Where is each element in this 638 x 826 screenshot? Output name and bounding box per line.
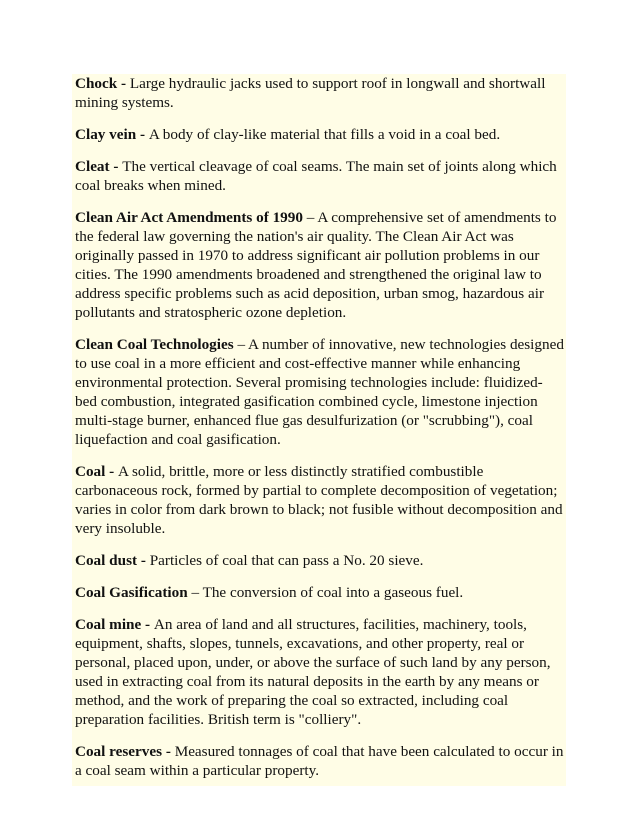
term-separator: - <box>136 126 149 143</box>
glossary-term: Coal mine <box>75 616 142 633</box>
glossary-term: Clean Air Act Amendments of 1990 <box>75 209 303 226</box>
glossary-definition: A solid, brittle, more or less distinctly stratified combustible carbonaceous rock, formed by partial to complete decomposition of vegetation; varies in color from dark brown to black; not fusible without decomposition and very insoluble. <box>75 463 563 537</box>
glossary-entry-clean-air-act <box>72 208 566 322</box>
term-separator: - <box>137 552 150 569</box>
glossary-definition: A body of clay-like material that fills a void in a coal bed. <box>148 126 501 143</box>
glossary-definition: Measured tonnages of coal that have been calculated to occur in a coal seam within a particular property. <box>75 743 564 779</box>
term-separator: - <box>109 158 123 175</box>
glossary-definition: Particles of coal that can pass a No. 20 sieve. <box>149 552 424 569</box>
glossary-entry-coal-mine <box>72 615 566 729</box>
glossary-entry-cleat <box>72 157 566 195</box>
glossary-entry-coal-gasification <box>72 583 566 602</box>
glossary-term: Clean Coal Technologies <box>75 336 234 353</box>
glossary-entry-chock <box>72 74 566 112</box>
glossary-term: Chock <box>75 75 118 92</box>
glossary-definition: The vertical cleavage of coal seams. The main set of joints along which coal breaks when mined. <box>75 158 557 194</box>
glossary-definition: Large hydraulic jacks used to support roof in longwall and shortwall mining systems. <box>75 75 546 111</box>
term-separator: - <box>117 75 130 92</box>
term-separator: – <box>302 209 318 226</box>
term-separator: – <box>187 584 203 601</box>
glossary-definition: An area of land and all structures, facilities, machinery, tools, equipment, shafts, slopes, tunnels, excavations, and other property, real or personal, placed upon, under, or above the surface of such land by any person, used in extracting coal from its natural deposits in the earth by any means or method, and the work of preparing the coal so extracted, including coal preparation facilities. British term is "colliery". <box>75 616 551 728</box>
glossary-definition: A number of innovative, new technologies designed to use coal in a more efficient and cost-effective manner while enhancing environmental protection. Several promising technologies include: fluidized-bed combustion, integrated gasification combined cycle, limestone injection multi-stage burner, enhanced flue gas desulfurization (or "scrubbing"), coal liquefaction and coal gasification. <box>75 336 564 448</box>
glossary-term: Coal <box>75 463 106 480</box>
term-separator: - <box>141 616 154 633</box>
glossary-list <box>72 74 566 786</box>
glossary-entry-coal-reserves <box>72 742 566 780</box>
glossary-term: Coal reserves <box>75 743 163 760</box>
glossary-term: Coal Gasification <box>75 584 188 601</box>
term-separator: – <box>233 336 249 353</box>
term-separator: - <box>105 463 119 480</box>
glossary-entry-coal-dust <box>72 551 566 570</box>
glossary-term: Clay vein <box>75 126 137 143</box>
glossary-term: Coal dust <box>75 552 138 569</box>
glossary-entry-clay-vein <box>72 125 566 144</box>
term-separator: - <box>162 743 175 760</box>
glossary-definition: A comprehensive set of amendments to the federal law governing the nation's air quality. The Clean Air Act was originally passed in 1970 to address significant air pollution problems in our cities. The 1990 amendments broadened and strengthened the original law to address specific problems such as acid deposition, urban smog, hazardous air pollutants and stratospheric ozone depletion. <box>75 209 557 321</box>
glossary-term: Cleat <box>75 158 110 175</box>
glossary-definition: The conversion of coal into a gaseous fuel. <box>202 584 464 601</box>
glossary-entry-clean-coal-technologies <box>72 335 566 449</box>
glossary-entry-coal <box>72 462 566 538</box>
